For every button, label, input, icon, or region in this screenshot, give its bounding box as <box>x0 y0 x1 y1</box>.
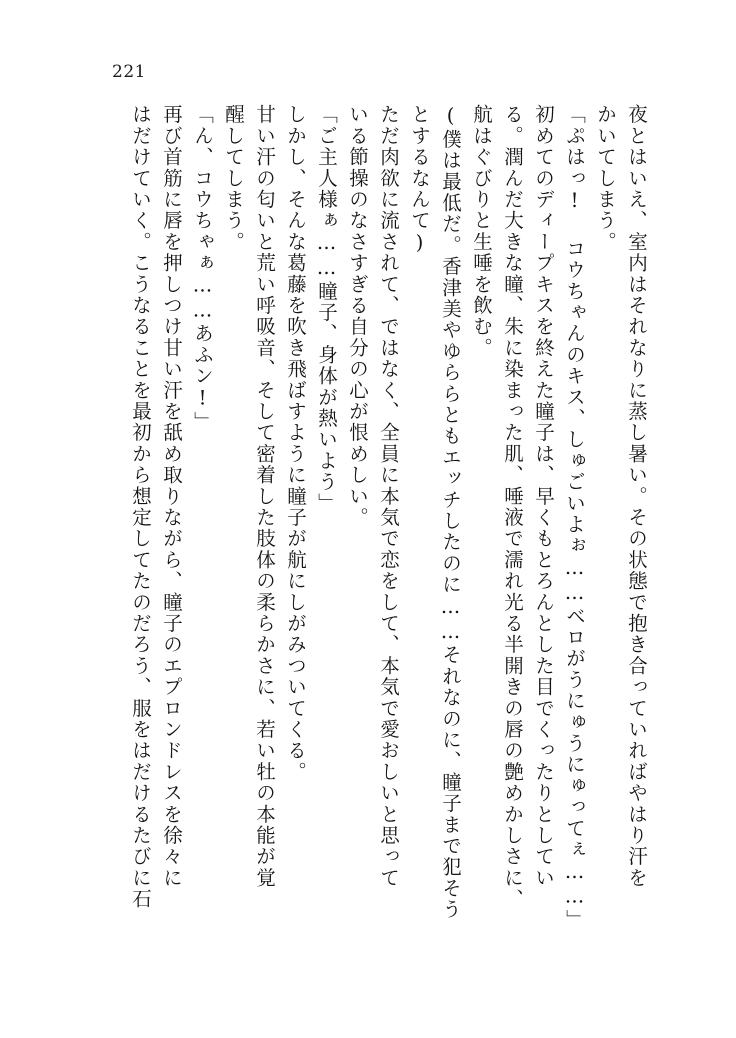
text-line: ただ肉欲に流されて、ではなく、全員に本気で恋をして、本気で愛おしいと思って <box>377 104 400 889</box>
text-line: しかし、そんな葛藤を吹き飛ばすように瞳子が航にしがみついてくる。 <box>284 104 307 783</box>
text-line: 醒してしまう。 <box>222 104 245 253</box>
text-line: 「ん、コウちゃぁ……あふン!」 <box>191 104 214 433</box>
text-line: る。潤んだ大きな瞳、朱に染まった肌、唾液で濡れ光る半開きの唇の艶めかしさに、 <box>501 104 524 910</box>
page-number: 221 <box>112 62 146 82</box>
text-line: 夜とはいえ、室内はそれなりに蒸し暑い。その状態で抱き合っていればやはり汗を <box>625 104 648 889</box>
text-line: 航はぐびりと生唾を飲む。 <box>470 104 493 359</box>
text-line: はだけていく。こうなることを最初から想定してたのだろう、服をはだけるたびに石 <box>129 104 152 910</box>
text-line: 「ご主人様ぁ……瞳子、身体が熱いよう」 <box>315 104 338 514</box>
text-line: かいてしまう。 <box>594 104 617 253</box>
text-line: 甘い汗の匂いと荒い呼吸音、そして密着した肢体の柔らかさに、若い牡の本能が覚 <box>253 104 276 889</box>
text-line: 「ぷはっ! コウちゃんのキス、しゅごいよぉ……ベロがうにゅうにゅってぇ……」 <box>563 104 586 931</box>
text-line: とするなんて) <box>408 104 431 256</box>
body-text-block <box>96 104 652 984</box>
text-line: 初めてのディープキスを終えた瞳子は、早くもとろんとした目でくったりとしてい <box>532 104 555 889</box>
text-line: いる節操のなさすぎる自分の心が恨めしい。 <box>346 104 369 528</box>
text-line: (僕は最低だ。香津美やゆららともエッチしたのに……それなのに、瞳子まで犯そう <box>439 104 462 921</box>
text-line: 再び首筋に唇を押しつけ甘い汗を舐め取りながら、瞳子のエプロンドレスを徐々に <box>160 104 183 889</box>
